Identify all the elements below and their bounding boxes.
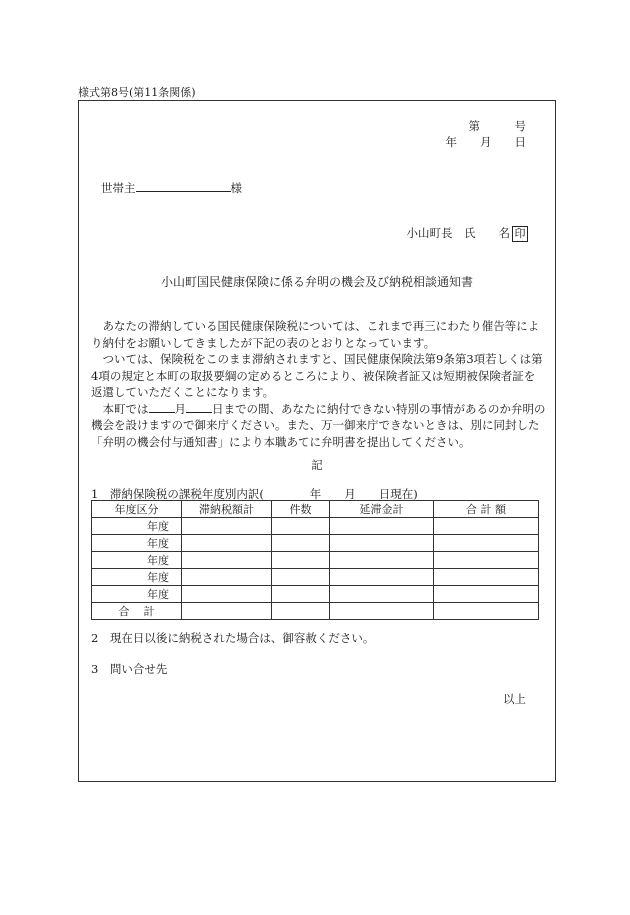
body-paragraph-2: ついては、保険税をこのまま滞納されますと、国民健康保険法第9条第3項若しくは第4項の規定と本町の取扱要綱の定めるところにより、被保険者証又は短期被保険者証を返還していただくことになります。 (91, 352, 543, 399)
table-cell (434, 586, 539, 603)
section-1-heading: 1 滞納保険税の課税年度別内訳( 年 月 日現在) (91, 487, 418, 501)
tax-breakdown-table (91, 500, 539, 620)
closing-text: 以上 (503, 692, 526, 706)
row-total-label: 合計 (92, 603, 182, 620)
recipient-line (101, 179, 242, 196)
row-year-label: 年度 (92, 552, 182, 569)
table-row (92, 569, 539, 586)
table-cell (272, 552, 330, 569)
table-cell (434, 569, 539, 586)
paragraph-3-month: 月 (174, 401, 186, 416)
table-cell (330, 586, 434, 603)
table-cell (434, 552, 539, 569)
table-cell (182, 518, 272, 535)
table-row (92, 535, 539, 552)
table-row (92, 586, 539, 603)
table-cell (330, 518, 434, 535)
recipient-prefix: 世帯主 (101, 181, 136, 195)
table-header-row (92, 501, 539, 518)
table-row (92, 518, 539, 535)
table-cell (182, 535, 272, 552)
table-cell (272, 569, 330, 586)
body-paragraph-3 (91, 401, 546, 451)
row-year-label: 年度 (92, 518, 182, 535)
sender-line (340, 225, 528, 242)
paragraph-3-start: 本町では (102, 401, 149, 416)
table-cell (434, 535, 539, 552)
recipient-name-blank (136, 179, 231, 192)
header-grand-total: 合 計 額 (434, 501, 539, 518)
table-cell (434, 518, 539, 535)
header-arrears-total: 滞納税額計 (182, 501, 272, 518)
table-cell (182, 586, 272, 603)
table-cell (272, 586, 330, 603)
day-blank (186, 401, 212, 413)
table-cell (330, 535, 434, 552)
seal-mark: 印 (512, 226, 528, 242)
section-3-text: 3 問い合せ先 (91, 662, 168, 676)
table-cell (272, 518, 330, 535)
table-cell (434, 603, 539, 620)
header-year-category: 年度区分 (92, 501, 182, 518)
form-number-label: 様式第8号(第11条関係) (78, 86, 196, 99)
table-cell (330, 569, 434, 586)
ki-heading: 記 (311, 458, 323, 472)
sender-name: 小山町長 氏 名 (406, 226, 510, 240)
row-year-label: 年度 (92, 569, 182, 586)
table-cell (330, 603, 434, 620)
table-cell (182, 603, 272, 620)
document-title: 小山町国民健康保険に係る弁明の機会及び納税相談通知書 (160, 275, 473, 289)
header-count: 件数 (272, 501, 330, 518)
header-late-fee-total: 延滞金計 (330, 501, 434, 518)
month-blank (149, 401, 175, 413)
paragraph-3-rest: 日までの間、あなたに納付できない特別の事情があるのか弁明の機会を設けますので御来庁ください。また、万一御来庁できないときは、別に同封した「弁明の機会付与通知書」により本職あてに弁明書を提出してください。 (91, 401, 546, 449)
document-number: 第 号 (468, 119, 526, 133)
document-date: 年 月 日 (445, 135, 526, 149)
table-total-row (92, 603, 539, 620)
table-cell (272, 603, 330, 620)
table-row (92, 552, 539, 569)
row-year-label: 年度 (92, 586, 182, 603)
recipient-suffix: 様 (230, 181, 242, 195)
body-paragraph-1: あなたの滞納している国民健康保険税については、これまで再三にわたり催告等により納付をお願いしてきましたが下記の表のとおりとなっています。 (91, 319, 540, 350)
row-year-label: 年度 (92, 535, 182, 552)
table-cell (272, 535, 330, 552)
table-cell (182, 552, 272, 569)
section-2-text: 2 現在日以後に納税された場合は、御容赦ください。 (91, 631, 375, 645)
table-cell (182, 569, 272, 586)
body-text (91, 318, 546, 450)
table-cell (330, 552, 434, 569)
